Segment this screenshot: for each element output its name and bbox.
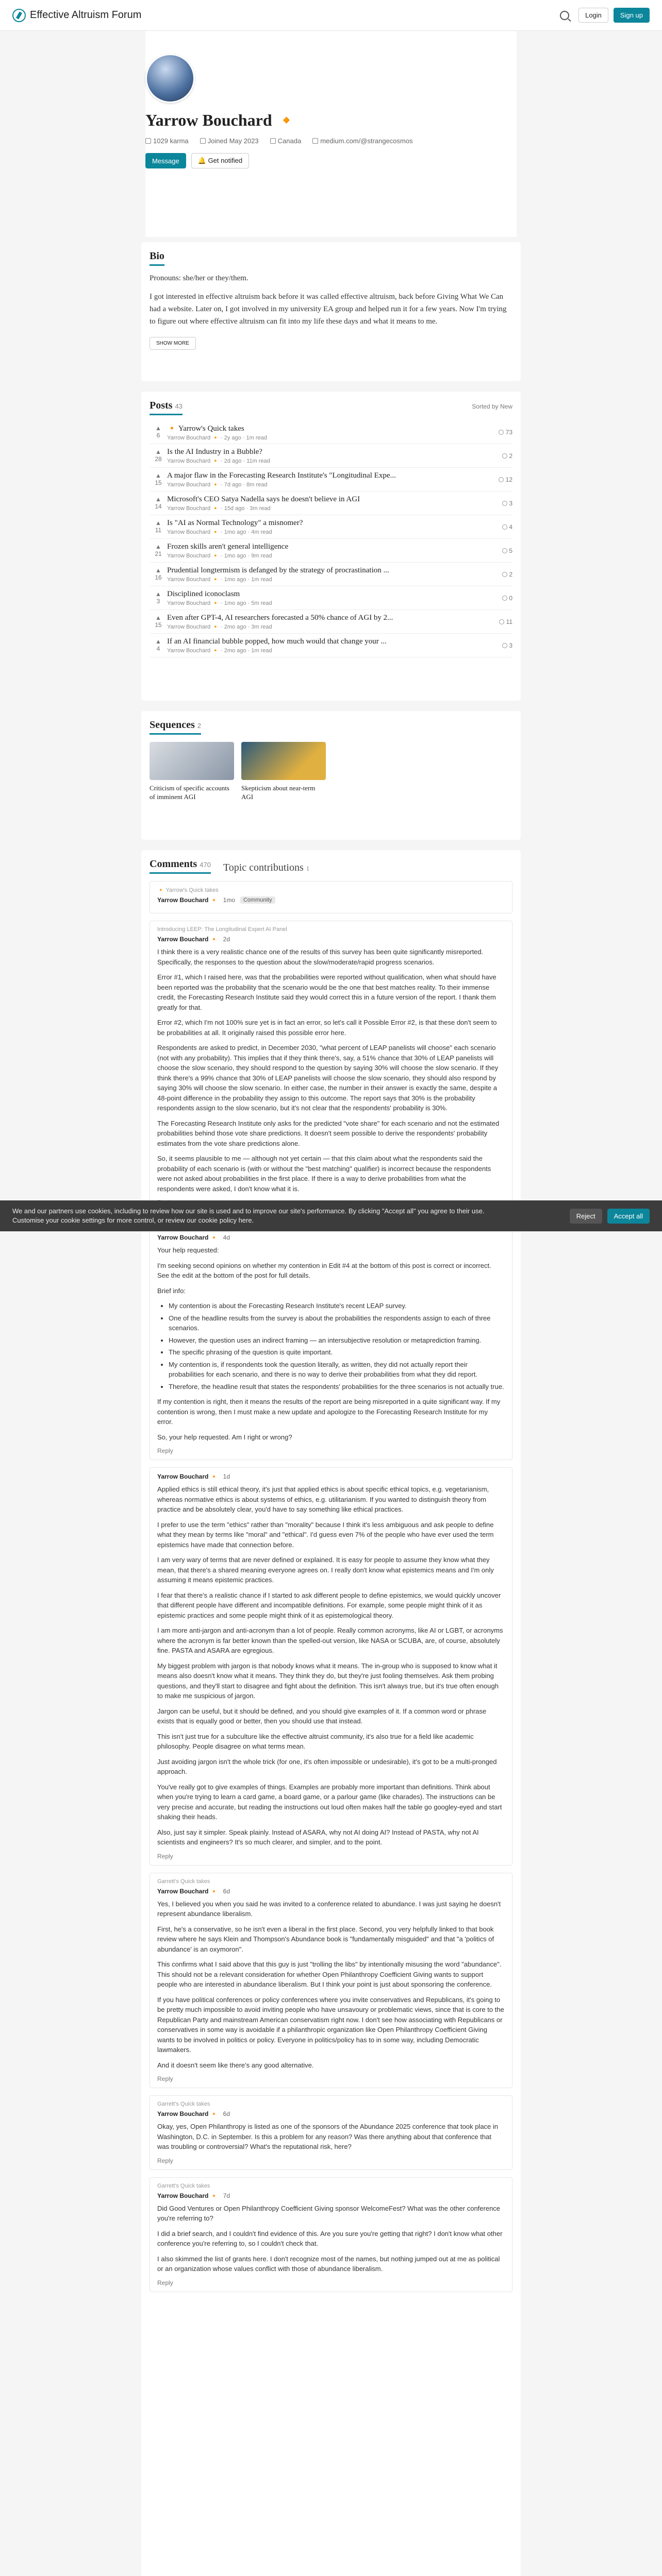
post-title[interactable]: Even after GPT-4, AI researchers forecasted a 50% chance of AGI by 2... xyxy=(167,613,393,622)
comment-paragraph: I am very wary of terms that are never defined or explained. It is easy for people to assume they know what they mean, that there's a shared meaning everyone agrees on. I really don't know what epistemics means and I'm only assuming it means epistemic practices. xyxy=(157,1556,494,1584)
upvote-icon[interactable]: ▲ xyxy=(155,496,161,503)
post-title[interactable]: Is the AI Industry in a Bubble? xyxy=(167,447,262,456)
profile-link[interactable] xyxy=(312,137,412,145)
comment-time: 6d xyxy=(223,2110,230,2117)
upvote-icon[interactable]: ▲ xyxy=(155,448,161,456)
comment-card xyxy=(150,1873,512,2089)
comment-author[interactable]: Yarrow Bouchard 🔸 xyxy=(157,896,218,904)
comment-body xyxy=(157,1245,505,1442)
posts-title-text: Posts xyxy=(150,400,173,411)
post-karma xyxy=(150,425,167,438)
sequences-count: 2 xyxy=(197,722,202,730)
comment-bullet: • One of the headline results from the survey is about the probabilities the respondents assign to each of three scenarios. xyxy=(169,1313,505,1333)
post-row[interactable] xyxy=(150,468,512,492)
accept-cookies-button[interactable]: Accept all xyxy=(607,1209,650,1224)
post-karma-value: 11 xyxy=(155,526,162,534)
location xyxy=(270,137,302,145)
comment-body xyxy=(157,947,505,1194)
comment-paragraph: I fear that there's a realistic chance if I started to ask different people to define epistemics, we would quickly uncover that different people have different and incompatible definitions. For example, some people might think of it as epistemic practices and some people might think of it as epistemological theory. xyxy=(157,1591,501,1619)
tab-topic-contributions[interactable] xyxy=(223,862,309,874)
comment-paragraph: I think there is a very realistic chance one of the results of this survey has been quite significantly misreported. Specifically, the responses to the question about the slow/moderate/rapid progress scenarios. xyxy=(157,948,484,966)
comment-paragraph: Respondents are asked to predict, in December 2030, "what percent of LEAP panelists will choose" each scenario (not with any probability). This implies that if they think there's, say, a 51% chance that 30% of LEAP panelists will choose the slow scenario, they should respond to the question by saying 30% will choose the slow scenario. If they think there's a 99% chance that 30% of LEAP panelists will choose the slow scenario, they should also respond by saying 30% will choose the slow scenario. In either case, the number in their answer is exactly the same, despite a 48-point difference in the probability they assign to this outcome. The report says that 30% is the probability respondents assign to the slow scenario, but it's not clear that the respondents' probability is 30%. xyxy=(157,1044,499,1112)
post-meta: Yarrow Bouchard 🔸 · 1mo ago · 1m read xyxy=(167,576,272,583)
sort-dropdown[interactable]: Sorted by New xyxy=(472,403,512,410)
post-title[interactable]: Is "AI as Normal Technology" a misnomer? xyxy=(167,518,303,527)
post-list xyxy=(150,420,512,657)
community-tag[interactable]: Community xyxy=(240,896,275,904)
calendar-icon xyxy=(200,138,206,144)
post-comment-count-value: 2 xyxy=(509,452,512,460)
upvote-icon[interactable]: ▲ xyxy=(155,425,161,432)
post-meta: Yarrow Bouchard 🔸 · 7d ago · 8m read xyxy=(167,481,268,488)
post-comment-count[interactable] xyxy=(492,547,512,554)
post-karma-value: 28 xyxy=(155,455,162,463)
sequence-title[interactable]: Criticism of specific accounts of imminent AGI xyxy=(150,784,229,801)
comment-author[interactable]: Yarrow Bouchard 🔸 xyxy=(157,2110,218,2117)
comment-author[interactable]: Yarrow Bouchard 🔸 xyxy=(157,1473,218,1480)
comment-body xyxy=(157,2122,505,2152)
comment-icon xyxy=(499,430,504,435)
karma-count xyxy=(145,137,189,145)
post-row[interactable] xyxy=(150,515,512,539)
comment-context[interactable]: Introducing LEEP: The Longitudinal Expert AI Panel xyxy=(157,926,287,933)
posts-section xyxy=(141,392,521,701)
post-comment-count[interactable] xyxy=(492,618,512,625)
post-karma xyxy=(150,496,167,510)
post-comment-count-value: 3 xyxy=(509,499,512,507)
profile-name: Yarrow Bouchard 🔸 xyxy=(145,111,297,129)
post-comment-count-value: 4 xyxy=(509,523,512,531)
comment-card xyxy=(150,1219,512,1460)
post-karma-value: 21 xyxy=(155,550,162,557)
post-comment-count[interactable] xyxy=(492,571,512,578)
comment-paragraph: Did Good Ventures or Open Philanthropy Coefficient Giving sponsor WelcomeFest? What was the other conference you're referring to? xyxy=(157,2204,501,2222)
top-bar xyxy=(0,0,662,31)
post-comment-count[interactable] xyxy=(492,595,512,602)
post-row[interactable] xyxy=(150,634,512,657)
post-meta: Yarrow Bouchard 🔸 · 1mo ago · 9m read xyxy=(167,552,272,559)
comment-icon xyxy=(502,572,507,577)
comment-paragraph: So, your help requested. Am I right or wrong? xyxy=(157,1433,292,1441)
bio-pronouns: Pronouns: she/her or they/them. xyxy=(150,274,249,282)
post-comment-count-value: 12 xyxy=(505,476,512,483)
comment-author[interactable]: Yarrow Bouchard 🔸 xyxy=(157,936,218,943)
joined-text: Joined May 2023 xyxy=(207,137,259,145)
comment-card xyxy=(150,2095,512,2170)
posts-count: 43 xyxy=(175,402,183,410)
reply-link[interactable]: Reply xyxy=(157,1447,173,1454)
post-karma xyxy=(150,544,167,557)
topic-count: 1 xyxy=(306,865,310,872)
upvote-icon[interactable]: ▲ xyxy=(155,567,161,574)
comments-section xyxy=(141,850,521,2576)
bell-icon: 🔔 xyxy=(197,157,208,164)
comment-bullet: • My contention is about the Forecasting Research Institute's recent LEAP survey. xyxy=(169,1301,505,1311)
comment-list xyxy=(150,921,512,2292)
comment-paragraph: Jargon can be useful, but it should be defined, and you should give examples of it. If a common word or phrase exists that is equally good or better, then you should use that instead. xyxy=(157,1707,487,1725)
post-comment-count-value: 73 xyxy=(505,428,512,436)
comment-author[interactable]: Yarrow Bouchard 🔸 xyxy=(157,1234,218,1241)
reply-link[interactable]: Reply xyxy=(157,2157,173,2164)
post-karma-value: 3 xyxy=(156,597,160,605)
post-karma-value: 14 xyxy=(155,502,162,510)
post-row[interactable] xyxy=(150,420,512,444)
comment-context[interactable]: Garrett's Quick takes xyxy=(157,2101,210,2107)
post-comment-count[interactable] xyxy=(492,429,512,436)
comment-card xyxy=(150,921,512,1212)
post-comment-count-value: 0 xyxy=(509,594,512,602)
post-title[interactable]: 🔸 Yarrow's Quick takes xyxy=(167,424,244,433)
comment-paragraph: If my contention is right, then it means the results of the report are being misreported in a quite significant way. If my contention is wrong, then I must make a new update and apologize to the Forecasting Research Institute for my error. xyxy=(157,1398,501,1426)
comment-body xyxy=(157,1484,505,1848)
bio-section xyxy=(141,242,521,381)
comment-context[interactable]: 🔸 Yarrow's Quick takes xyxy=(157,887,219,893)
comment-bullets xyxy=(169,1301,505,1392)
tab-comments-label: Comments xyxy=(150,858,197,870)
post-karma xyxy=(150,449,167,462)
posts-title xyxy=(150,400,183,415)
comment-icon xyxy=(502,596,507,601)
comment-context[interactable]: Garrett's Quick takes xyxy=(157,2182,210,2189)
reply-link[interactable]: Reply xyxy=(157,2279,173,2286)
comment-author[interactable]: Yarrow Bouchard 🔸 xyxy=(157,2192,218,2199)
post-comment-count[interactable] xyxy=(492,452,512,460)
post-karma xyxy=(150,520,167,533)
comment-paragraph: You've really got to give examples of things. Examples are probably more important than definitions. Think about when you're trying to learn a card game, a board game, or a parlour game (like charades). The instructions can be very precise and accurate, but reading the instructions out loud often makes half the table go googley-eyed and start shaking their heads. xyxy=(157,1783,502,1821)
post-karma xyxy=(150,567,167,581)
comment-time: 4d xyxy=(223,1234,230,1241)
profile-link-text[interactable]: medium.com/@strangecosmos xyxy=(320,137,413,145)
message-button[interactable]: Message xyxy=(145,153,186,168)
post-comment-count[interactable] xyxy=(492,476,512,483)
post-meta: Yarrow Bouchard 🔸 · 15d ago · 3m read xyxy=(167,505,271,512)
comment-body xyxy=(157,2204,505,2274)
sequence-card[interactable] xyxy=(241,742,326,802)
sequence-image xyxy=(241,742,326,780)
comment-author[interactable]: Yarrow Bouchard 🔸 xyxy=(157,1887,218,1895)
cookie-banner xyxy=(0,1200,662,1231)
site-logo[interactable] xyxy=(12,9,141,22)
comment-time: 2d xyxy=(223,936,230,943)
karma-text: 1029 karma xyxy=(153,137,189,145)
joined-date xyxy=(200,137,259,145)
post-meta: Yarrow Bouchard 🔸 · 1mo ago · 5m read xyxy=(167,600,272,606)
tab-comments[interactable] xyxy=(150,858,211,874)
post-karma-value: 15 xyxy=(155,479,162,486)
post-title[interactable]: Microsoft's CEO Satya Nadella says he doesn't believe in AGI xyxy=(167,495,360,503)
comment-body xyxy=(157,1899,505,2071)
post-meta: Yarrow Bouchard 🔸 · 2d ago · 11m read xyxy=(167,457,270,464)
upvote-icon[interactable]: ▲ xyxy=(155,543,161,551)
get-notified-button[interactable] xyxy=(191,153,249,168)
sequence-image xyxy=(150,742,234,780)
comment-icon xyxy=(499,619,504,624)
upvote-icon[interactable]: ▲ xyxy=(155,638,161,646)
comment-icon xyxy=(499,477,504,482)
get-notified-label: Get notified xyxy=(208,157,243,164)
sequence-title[interactable]: Skepticism about near-term AGI xyxy=(241,784,316,801)
login-button[interactable]: Login xyxy=(578,8,608,23)
comment-paragraph: If you have political conferences or policy conferences where you invite conservatives and Republicans, it's going to be pretty much impossible to avoid inviting people who have unsavoury or problematic views, since that is core to the Republican Party and mainstream American conservatism right now. I don't see how associating with Republicans or conservatives in some way is avoidable if a philanthropic organization like Open Philanthropy Coefficient Giving wants to be involved in politics or policy. Everyone in politics/policy has to in some way, including Democratic lawmakers. xyxy=(157,1995,504,2054)
link-icon xyxy=(312,138,318,144)
sequences-title-text: Sequences xyxy=(150,719,195,731)
comment-paragraph: Brief info: xyxy=(157,1286,186,1295)
post-comment-count[interactable] xyxy=(492,523,512,531)
post-comment-count[interactable] xyxy=(492,500,512,507)
post-karma xyxy=(150,472,167,486)
post-karma-value: 4 xyxy=(156,645,160,652)
post-meta: Yarrow Bouchard 🔸 · 2y ago · 1m read xyxy=(167,434,267,441)
comment-paragraph: I prefer to use the term "ethics" rather than "morality" because I think it's less ambiguous and ask people to define what they mean by terms like "moral" and "ethical". I'd guess even 7% of the people who have ever used the term epistemics have made that connection before. xyxy=(157,1520,494,1549)
post-title[interactable]: Disciplined iconoclasm xyxy=(167,589,240,598)
post-meta: Yarrow Bouchard 🔸 · 2mo ago · 3m read xyxy=(167,623,272,630)
avatar xyxy=(145,54,195,103)
post-row[interactable] xyxy=(150,610,512,634)
profile-header xyxy=(145,31,517,237)
comment-card xyxy=(150,2177,512,2292)
comment-bullet: • My contention is, if respondents took the question literally, as written, they did not actually report their probabilities for each scenario, and there is no way to derive their probabilities from what they did report. xyxy=(169,1360,505,1380)
post-comment-count-value: 2 xyxy=(509,570,512,578)
post-karma-value: 15 xyxy=(155,621,162,629)
site-name: Effective Altruism Forum xyxy=(30,9,142,21)
comment-time: 7d xyxy=(223,2192,230,2199)
tab-topic-label: Topic contributions xyxy=(223,862,304,873)
comment-paragraph: Your help requested: xyxy=(157,1246,219,1254)
location-text: Canada xyxy=(277,137,302,145)
post-title[interactable]: If an AI financial bubble popped, how much would that change your ... xyxy=(167,637,387,646)
karma-icon xyxy=(145,138,151,144)
post-comment-count-value: 3 xyxy=(509,641,512,649)
location-icon xyxy=(270,138,276,144)
comment-paragraph: This confirms what I said above that this guy is just "trolling the libs" by intentionally misusing the word "abundance". This should not be a relevant consideration for whether Open Philanthropy Coefficient Giving wants to support people who are interested in abundance liberalism. But I think your point is just about sponsoring the conference. xyxy=(157,1960,502,1988)
upvote-icon[interactable]: ▲ xyxy=(155,472,161,480)
comment-icon xyxy=(502,501,507,506)
comment-paragraph: My biggest problem with jargon is that nobody knows what it means. The in-group who is supposed to know what it means also doesn't know what it means. They think they do, but they're just fooling themselves. Ask them probing questions, and they'll start to disagree and fight about the definition. This isn't always true, but it's true often enough to make me suspicious of jargon. xyxy=(157,1662,499,1700)
upvote-icon[interactable]: ▲ xyxy=(155,519,161,527)
comment-paragraph: I also skimmed the list of grants here. I don't recognize most of the names, but nothing jumped out at me as political or an organization whose values conflict with those of abundance liberalism. xyxy=(157,2255,500,2273)
comment-time: 1mo xyxy=(223,896,235,904)
comment-paragraph: I am more anti-jargon and anti-acronym than a lot of people. Really common acronyms, like AI or LGBT, or acronyms where the acronym is far better known than the spelled-out version, like NASA or SCUBA, are, of course, absolutely fine. PASTA and ASARA are egregious. xyxy=(157,1626,503,1654)
comment-paragraph: I'm seeking second opinions on whether my contention in Edit #4 at the bottom of this post is correct or incorrect. See the edit at the bottom of the post for full details. xyxy=(157,1261,491,1279)
comment-paragraph: Applied ethics is still ethical theory, it's just that applied ethics is about specific ethical topics, e.g. vegetarianism, whereas normative ethics is about systems of ethics, e.g. utilitarianism. If you wanted to distinguish theory from practice and be absolutely clear, you'd have to say something like ethical practices. xyxy=(157,1485,489,1513)
comment-paragraph: I did a brief search, and I couldn't find evidence of this. Are you sure you're getting that right? I don't know what other conference you're referring to, so I couldn't check that. xyxy=(157,2229,503,2247)
comment-card xyxy=(150,1467,512,1866)
comment-bullet: • The specific phrasing of the question is quite important. xyxy=(169,1347,505,1358)
upvote-icon[interactable]: ▲ xyxy=(155,614,161,622)
comment-paragraph: This isn't just true for a subculture like the effective altruist community, it's also true for a field like academic philosophy. People disagree on what terms mean. xyxy=(157,1732,474,1750)
post-row[interactable] xyxy=(150,492,512,515)
comments-count: 470 xyxy=(200,861,211,869)
comment-paragraph: The Forecasting Research Institute only asks for the predicted "vote share" for each scenario and not the estimated probabilities behind those vote share predictions. It doesn't seem possible to derive the respondents' probability estimates from the vote share predictions alone. xyxy=(157,1119,500,1147)
comment-paragraph: Yes, I believed you when you said he was invited to a conference related to abundance. I was just saying he doesn't represent abundance liberalism. xyxy=(157,1900,501,1918)
post-row[interactable] xyxy=(150,539,512,563)
comment-paragraph: So, it seems plausible to me — although not yet certain — that this claim about what the respondents said the probability of each scenario is (with or without the "best matching" qualifier) is incorrect because the respondents were not asked about probabilities in the first place. If there is a way to derive probabilities from what the respondents were asked, I don't know what it is. xyxy=(157,1155,491,1193)
comment-paragraph: Also, just say it simpler. Speak plainly. Instead of ASARA, why not AI doing AI? Instead of PASTA, why not AI scientists and engineers? It's so much clearer, and simpler, and to the point. xyxy=(157,1828,479,1846)
cookie-text: We and our partners use cookies, including to review how our site is used and to improve our site's performance. By clicking "Accept all" you agree to their use. Customise your cookie settings for more control, or review our cookie policy here. xyxy=(12,1207,485,1224)
post-row[interactable] xyxy=(150,586,512,610)
comment-paragraph: Just avoiding jargon isn't the whole trick (for one, it's often impossible or undesirable), it's got to be a multi-pronged approach. xyxy=(157,1757,497,1775)
post-karma xyxy=(150,591,167,604)
logo-icon xyxy=(12,9,26,22)
comment-paragraph: Okay, yes, Open Philanthropy is listed as one of the sponsors of the Abundance 2025 conference that took place in Washington, D.C. in September. Is this a problem for any reason? Was there anything about that conference that was troubling or controversial? What's the reputational risk, here? xyxy=(157,2123,499,2150)
quick-take-card[interactable] xyxy=(150,881,512,913)
reject-cookies-button[interactable]: Reject xyxy=(570,1209,602,1224)
post-karma-value: 16 xyxy=(155,573,162,581)
comment-icon xyxy=(502,453,507,459)
signup-button[interactable]: Sign up xyxy=(614,8,650,23)
post-comment-count-value: 11 xyxy=(506,618,512,625)
comment-paragraph: Error #2, which I'm not 100% sure yet is in fact an error, so let's call it Possible Error #2, is that these don't seem to be probabilities at all. It originally raised this possible error here. xyxy=(157,1019,497,1037)
reply-link[interactable]: Reply xyxy=(157,2075,173,2082)
post-row[interactable] xyxy=(150,563,512,586)
post-meta: Yarrow Bouchard 🔸 · 1mo ago · 4m read xyxy=(167,529,272,535)
post-row[interactable] xyxy=(150,444,512,468)
comment-time: 6d xyxy=(223,1887,230,1895)
bio-title: Bio xyxy=(150,250,164,266)
comment-paragraph: Error #1, which I raised here, was that the probabilities were reported without qualification, when what should have been reported was the probability that the scenario would be the one that best matches reality. To their immense credit, the Forecasting Research Institute said they would correct this in a future version of the report. I thank them greatly for that. xyxy=(157,973,496,1011)
reply-link[interactable]: Reply xyxy=(157,1852,173,1860)
comment-context[interactable]: Garrett's Quick takes xyxy=(157,1878,210,1885)
post-title[interactable]: A major flaw in the Forecasting Research Institute's "Longitudinal Expe... xyxy=(167,471,396,480)
comment-paragraph: And it doesn't seem like there's any good alternative. xyxy=(157,2061,314,2069)
comment-icon xyxy=(502,643,507,648)
comment-bullet: • Therefore, the headline result that states the respondents' probabilities for the three scenarios is not actually true. xyxy=(169,1382,505,1392)
post-title[interactable]: Prudential longtermism is defanged by the strategy of procrastination ... xyxy=(167,566,389,574)
sequences-title xyxy=(150,719,201,735)
sequences-section xyxy=(141,711,521,840)
comment-time: 1d xyxy=(223,1473,230,1480)
post-meta: Yarrow Bouchard 🔸 · 2mo ago · 1m read xyxy=(167,647,272,654)
comment-icon xyxy=(502,548,507,553)
comment-icon xyxy=(502,524,507,530)
upvote-icon[interactable]: ▲ xyxy=(155,590,161,598)
post-comment-count-value: 5 xyxy=(509,547,512,554)
sequence-card[interactable] xyxy=(150,742,234,802)
comment-bullet: • However, the question uses an indirect framing — an intersubjective resolution or metaprediction framing. xyxy=(169,1335,505,1346)
post-title[interactable]: Frozen skills aren't general intelligence xyxy=(167,542,289,551)
post-karma xyxy=(150,615,167,628)
search-icon[interactable] xyxy=(560,11,569,20)
post-comment-count[interactable] xyxy=(492,642,512,649)
comment-paragraph: First, he's a conservative, so he isn't even a liberal in the first place. Second, you very helpfully linked to that book review where he says Klein and Thompson's Abundance book is "fundamentally misguided" and that "a 'politics of abundance' is an oxymoron". xyxy=(157,1925,494,1953)
post-karma-value: 6 xyxy=(156,431,160,439)
bio-text: I got interested in effective altruism back before it was called effective altruism, back before Giving What We Can had a website. Later on, I got involved in my university EA group and helped run it for a few years. Now I'm trying to figure out where effective altruism can fit into my life these days and what it means to me. xyxy=(150,293,507,326)
post-karma xyxy=(150,638,167,652)
show-more-button[interactable]: SHOW MORE xyxy=(150,337,196,350)
